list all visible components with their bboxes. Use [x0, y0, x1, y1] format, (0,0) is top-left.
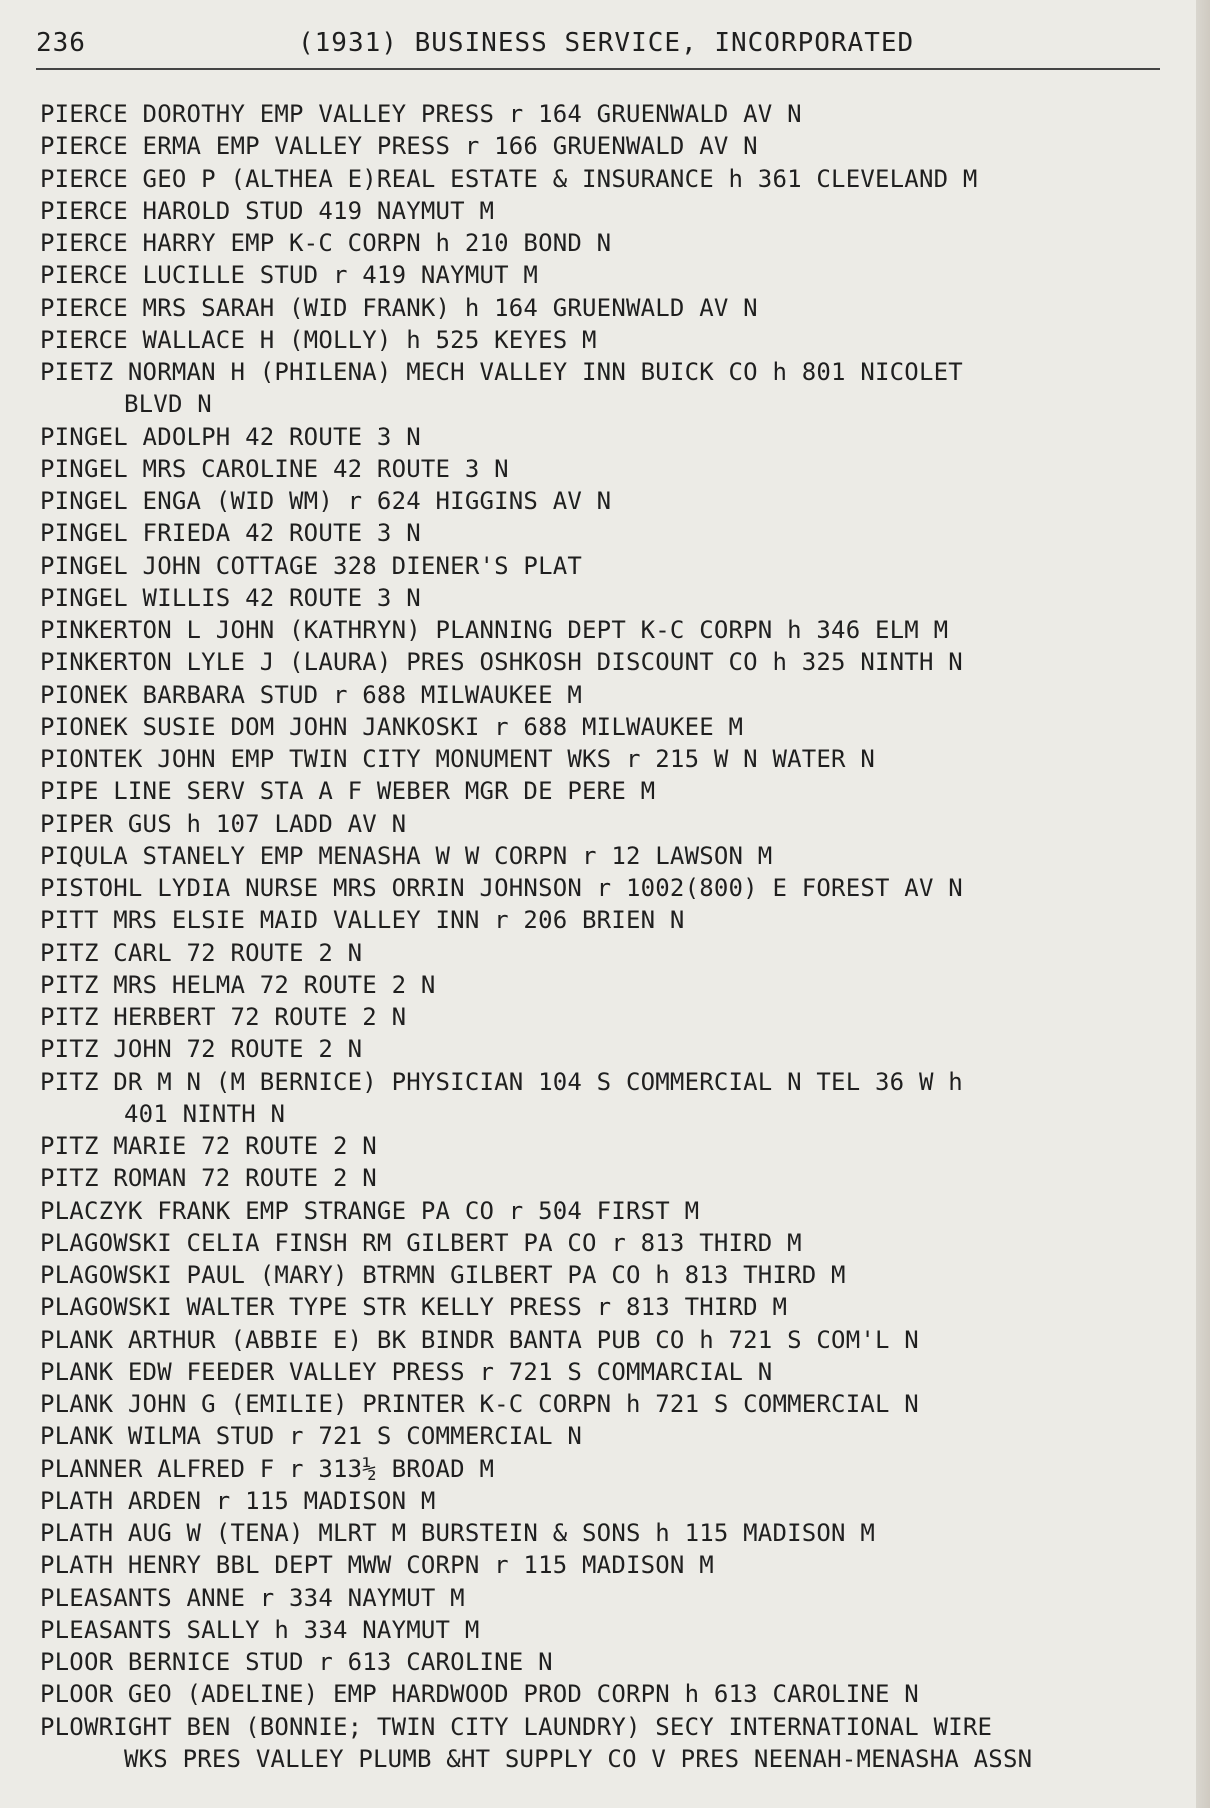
entry-line: PLANK JOHN G (EMILIE) PRINTER K-C CORPN h 721 S COMMERCIAL N	[40, 1390, 919, 1418]
directory-entry	[40, 292, 1170, 324]
directory-entry	[40, 1130, 1170, 1162]
entry-line: PLOOR BERNICE STUD r 613 CAROLINE N	[40, 1648, 553, 1676]
directory-entry	[40, 679, 1170, 711]
directory-entry	[40, 1517, 1170, 1549]
entry-line: PINKERTON LYLE J (LAURA) PRES OSHKOSH DISCOUNT CO h 325 NINTH N	[40, 648, 963, 677]
entry-line: PINGEL WILLIS 42 ROUTE 3 N	[40, 583, 421, 612]
directory-entry	[40, 1388, 1170, 1420]
entry-line: PIERCE WALLACE H (MOLLY) h 525 KEYES M	[40, 325, 597, 354]
entry-line: PISTOHL LYDIA NURSE MRS ORRIN JOHNSON r 1002(800) E FOREST AV N	[40, 874, 963, 902]
directory-entry	[40, 1227, 1170, 1259]
directory-entry	[40, 1453, 1170, 1485]
directory-entry	[40, 453, 1170, 485]
directory-entry	[40, 1066, 1170, 1131]
entry-line: PIERCE HARRY EMP K-C CORPN h 210 BOND N	[40, 229, 612, 257]
directory-entry	[40, 582, 1170, 614]
entry-line: PLATH AUG W (TENA) MLRT M BURSTEIN & SONS h 115 MADISON M	[40, 1519, 876, 1547]
directory-entry	[40, 1549, 1170, 1581]
entry-line: PLOOR GEO (ADELINE) EMP HARDWOOD PROD CORPN h 613 CAROLINE N	[40, 1680, 919, 1709]
directory-entry	[40, 1001, 1170, 1033]
entry-line: PIONEK BARBARA STUD r 688 MILWAUKEE M	[40, 680, 583, 709]
entry-continuation: 401 NINTH N	[124, 1099, 286, 1128]
entry-continuation: WKS PRES VALLEY PLUMB &HT SUPPLY CO V PRES NEENAH-MENASHA ASSN	[124, 1744, 1033, 1773]
page-number: 236	[36, 28, 86, 58]
entry-line: PLANNER ALFRED F r 313½ BROAD M	[40, 1454, 495, 1483]
directory-entry	[40, 840, 1170, 872]
directory-entry	[40, 1485, 1170, 1517]
entry-line: PLAGOWSKI CELIA FINSH RM GILBERT PA CO r 813 THIRD M	[40, 1228, 802, 1257]
entry-line: PIERCE DOROTHY EMP VALLEY PRESS r 164 GRUENWALD AV N	[40, 100, 802, 128]
entry-line: PLOWRIGHT BEN (BONNIE; TWIN CITY LAUNDRY) SECY INTERNATIONAL WIRE	[40, 1712, 993, 1741]
entry-line: PLAGOWSKI WALTER TYPE STR KELLY PRESS r 813 THIRD M	[40, 1293, 788, 1322]
entry-line: PLATH ARDEN r 115 MADISON M	[40, 1486, 436, 1515]
directory-entry	[40, 195, 1170, 227]
directory-entries	[40, 98, 1170, 1775]
entry-line: PIERCE HAROLD STUD 419 NAYMUT M	[40, 196, 495, 225]
directory-entry	[40, 324, 1170, 356]
entry-line: PIPER GUS h 107 LADD AV N	[40, 809, 407, 838]
directory-entry	[40, 743, 1170, 775]
entry-line: PITZ HERBERT 72 ROUTE 2 N	[40, 1003, 407, 1031]
entry-line: PIERCE MRS SARAH (WID FRANK) h 164 GRUENWALD AV N	[40, 293, 758, 322]
page-edge	[1196, 0, 1210, 1808]
entry-continuation: BLVD N	[124, 390, 212, 419]
directory-entry	[40, 1259, 1170, 1291]
entry-line: PITZ DR M N (M BERNICE) PHYSICIAN 104 S COMMERCIAL N TEL 36 W h	[40, 1067, 963, 1096]
directory-entry	[40, 356, 1170, 421]
running-title: (1931) BUSINESS SERVICE, INCORPORATED	[298, 28, 915, 58]
directory-entry	[40, 517, 1170, 549]
entry-line: PLEASANTS ANNE r 334 NAYMUT M	[40, 1583, 465, 1612]
directory-entry	[40, 550, 1170, 582]
directory-entry	[40, 1033, 1170, 1065]
entry-line: PIPE LINE SERV STA A F WEBER MGR DE PERE M	[40, 777, 656, 806]
directory-entry	[40, 130, 1170, 162]
entry-line: PINGEL JOHN COTTAGE 328 DIENER'S PLAT	[40, 551, 583, 580]
directory-entry	[40, 1711, 1170, 1776]
entry-line: PIONTEK JOHN EMP TWIN CITY MONUMENT WKS r 215 W N WATER N	[40, 745, 876, 773]
entry-line: PLATH HENRY BBL DEPT MWW CORPN r 115 MADISON M	[40, 1551, 714, 1580]
directory-entry	[40, 1582, 1170, 1614]
entry-line: PINGEL MRS CAROLINE 42 ROUTE 3 N	[40, 454, 509, 483]
directory-entry	[40, 872, 1170, 904]
directory-entry	[40, 711, 1170, 743]
entry-line: PITZ MRS HELMA 72 ROUTE 2 N	[40, 970, 436, 999]
entry-line: PIQULA STANELY EMP MENASHA W W CORPN r 12 LAWSON M	[40, 841, 773, 870]
entry-line: PLEASANTS SALLY h 334 NAYMUT M	[40, 1615, 480, 1644]
directory-entry	[40, 259, 1170, 291]
entry-line: PINGEL FRIEDA 42 ROUTE 3 N	[40, 519, 421, 548]
directory-entry	[40, 1614, 1170, 1646]
directory-entry	[40, 937, 1170, 969]
directory-entry	[40, 775, 1170, 807]
directory-entry	[40, 1195, 1170, 1227]
directory-entry	[40, 646, 1170, 678]
entry-line: PLAGOWSKI PAUL (MARY) BTRMN GILBERT PA CO h 813 THIRD M	[40, 1261, 846, 1289]
entry-line: PINGEL ADOLPH 42 ROUTE 3 N	[40, 422, 421, 451]
directory-entry	[40, 1646, 1170, 1678]
page-header	[36, 26, 1156, 66]
directory-entry	[40, 421, 1170, 453]
directory-entry	[40, 1291, 1170, 1323]
entry-line: PIERCE ERMA EMP VALLEY PRESS r 166 GRUENWALD AV N	[40, 132, 758, 161]
entry-line: PITZ ROMAN 72 ROUTE 2 N	[40, 1164, 377, 1193]
directory-entry	[40, 969, 1170, 1001]
entry-line: PLANK EDW FEEDER VALLEY PRESS r 721 S COMMARCIAL N	[40, 1357, 773, 1386]
directory-entry	[40, 1324, 1170, 1356]
directory-entry	[40, 227, 1170, 259]
entry-line: PIERCE LUCILLE STUD r 419 NAYMUT M	[40, 261, 539, 290]
entry-line: PINKERTON L JOHN (KATHRYN) PLANNING DEPT K-C CORPN h 346 ELM M	[40, 616, 949, 644]
directory-entry	[40, 614, 1170, 646]
directory-entry	[40, 1420, 1170, 1452]
directory-entry	[40, 1356, 1170, 1388]
directory-entry	[40, 98, 1170, 130]
entry-line: PLANK ARTHUR (ABBIE E) BK BINDR BANTA PUB CO h 721 S COM'L N	[40, 1325, 919, 1354]
directory-entry	[40, 904, 1170, 936]
entry-line: PINGEL ENGA (WID WM) r 624 HIGGINS AV N	[40, 487, 612, 515]
entry-line: PLACZYK FRANK EMP STRANGE PA CO r 504 FIRST M	[40, 1196, 700, 1225]
entry-line: PITZ JOHN 72 ROUTE 2 N	[40, 1035, 363, 1064]
entry-line: PLANK WILMA STUD r 721 S COMMERCIAL N	[40, 1422, 583, 1451]
entry-line: PIERCE GEO P (ALTHEA E)REAL ESTATE & INSURANCE h 361 CLEVELAND M	[40, 164, 978, 193]
directory-entry	[40, 485, 1170, 517]
header-rule	[36, 68, 1160, 70]
entry-line: PIETZ NORMAN H (PHILENA) MECH VALLEY INN BUICK CO h 801 NICOLET	[40, 358, 963, 386]
entry-line: PIONEK SUSIE DOM JOHN JANKOSKI r 688 MILWAUKEE M	[40, 712, 744, 741]
entry-line: PITT MRS ELSIE MAID VALLEY INN r 206 BRIEN N	[40, 906, 685, 935]
directory-entry	[40, 808, 1170, 840]
directory-entry	[40, 163, 1170, 195]
entry-line: PITZ CARL 72 ROUTE 2 N	[40, 938, 363, 967]
entry-line: PITZ MARIE 72 ROUTE 2 N	[40, 1132, 377, 1160]
directory-entry	[40, 1162, 1170, 1194]
directory-entry	[40, 1678, 1170, 1710]
